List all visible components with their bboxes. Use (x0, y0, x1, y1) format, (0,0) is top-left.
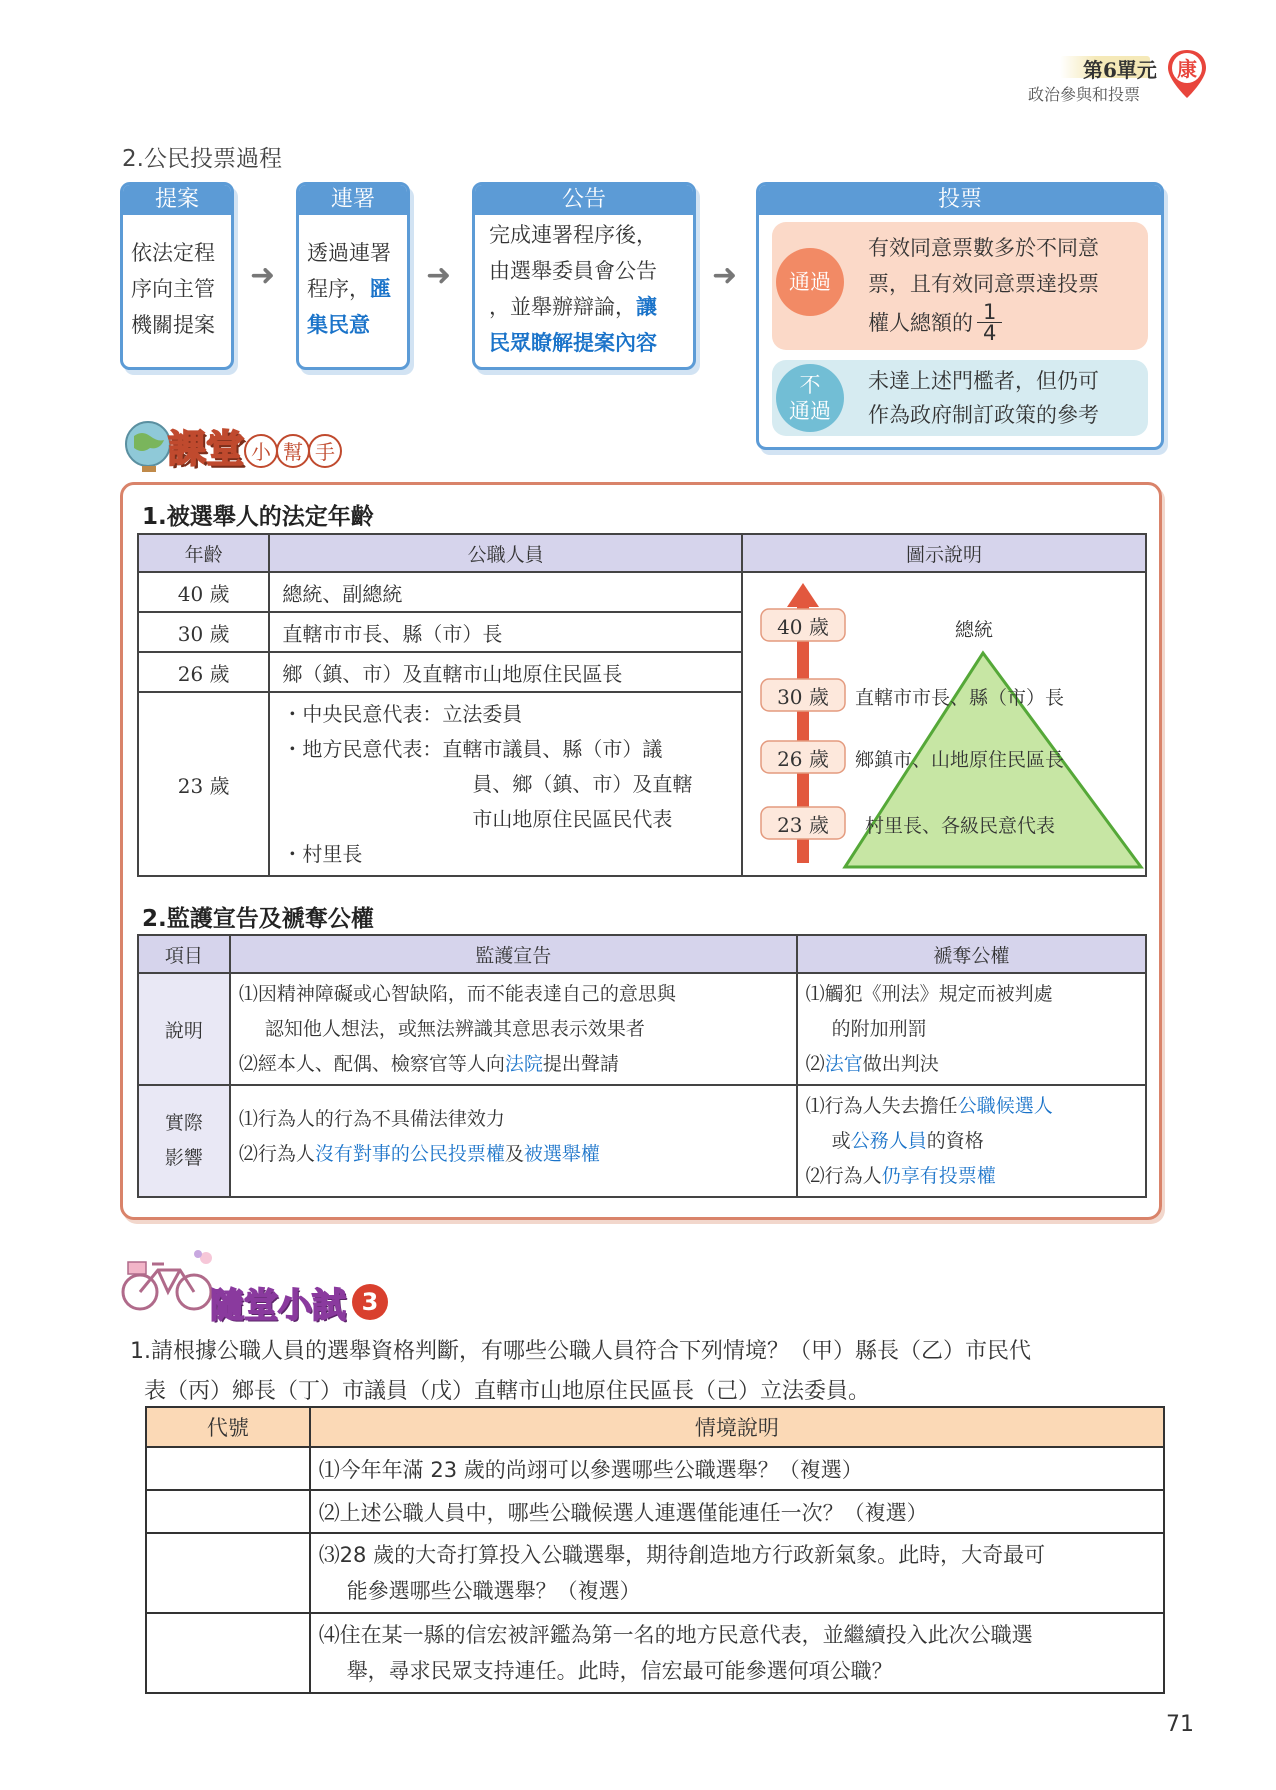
question-line: 1.請根據公職人員的選舉資格判斷，有哪些公職人員符合下列情境？（甲）縣長（乙）市民代 (130, 1339, 1031, 1364)
age-cell: 40 歲 (138, 572, 269, 612)
pass-text: 權人總額的 (868, 310, 973, 335)
strip-effect-cell (797, 1085, 1146, 1197)
fail-label-text: 不 (799, 373, 821, 397)
step-highlight: 民眾瞭解提案內容 (489, 331, 657, 355)
step-text: ，並舉辦辯論， (489, 295, 636, 319)
row-label (138, 1085, 230, 1197)
row-label-text: 影響 (164, 1147, 203, 1169)
cell-text: ⑵行為人 (238, 1143, 315, 1165)
answer-cell[interactable] (146, 1490, 310, 1533)
fraction-denominator: 4 (983, 321, 997, 345)
col-header: 年齡 (138, 534, 269, 572)
cell-text: ⑵行為人 (805, 1164, 882, 1187)
answer-cell[interactable] (146, 1447, 310, 1490)
diagram-label: 總統 (954, 619, 993, 641)
officials-line: ・村里長 (282, 841, 363, 866)
step-text: 依法定程 (131, 241, 215, 265)
guard-effect-cell (230, 1085, 797, 1197)
step-head: 公告 (475, 185, 693, 215)
officials-cell: 直轄市市長、縣（市）長 (269, 612, 742, 652)
officials-cell: 總統、副總統 (269, 572, 742, 612)
fail-label-text: 通過 (789, 399, 831, 423)
pass-text: 票，且有效同意票達投票 (868, 272, 1099, 296)
answer-cell[interactable] (146, 1533, 310, 1613)
cell-text: 提出聲請 (542, 1052, 619, 1075)
guard-desc-cell (230, 973, 797, 1085)
step-head: 投票 (759, 185, 1161, 215)
diagram-label: 直轄市市長、縣（市）長 (854, 687, 1064, 709)
answer-cell[interactable] (146, 1613, 310, 1693)
fraction (977, 302, 1002, 343)
diagram-age-tag: 30 歲 (777, 685, 829, 709)
cell-line: 的附加刑罰 (831, 1017, 927, 1040)
step-head: 連署 (299, 185, 407, 215)
cell-line: 認知他人想法，或無法辨識其意思表示效果者 (264, 1017, 645, 1040)
col-header: 情境說明 (310, 1407, 1164, 1447)
diagram-label: 鄉鎮市、山地原住民區長 (854, 749, 1064, 771)
cell-line: ⑴行為人的行為不具備法律效力 (238, 1108, 505, 1130)
col-header: 監護宣告 (230, 935, 797, 973)
pass-label: 通過 (776, 248, 844, 316)
guard-section-title: 2.監護宣告及褫奪公權 (142, 906, 374, 932)
cell-highlight: 沒有對事的公民投票權 (314, 1143, 505, 1165)
arrow-icon: ➜ (712, 258, 738, 293)
age-diagram-cell (742, 572, 1146, 876)
unit-title: 第6單元 (1083, 58, 1157, 82)
cell-text: ⑴行為人失去擔任 (805, 1094, 958, 1117)
pass-text: 有效同意票數多於不同意 (868, 236, 1099, 260)
age-table (137, 533, 1147, 877)
scenario-line: ⑷住在某一縣的信宏被評鑑為第一名的地方民意代表，並繼續投入此次公職選 (318, 1623, 1033, 1647)
bicycle-icon (118, 1250, 216, 1314)
helper-logo-text: 課堂 (168, 427, 245, 471)
quiz-number-badge: 3 (352, 1284, 388, 1320)
col-header: 圖示說明 (742, 534, 1146, 572)
step-text: 機關提案 (131, 313, 215, 337)
cell-highlight: 法院 (504, 1052, 543, 1075)
quiz-logo-text: 隨堂小試 (210, 1286, 346, 1326)
officials-line: ・中央民意代表：立法委員 (282, 701, 523, 726)
scenario-cell: ⑵上述公職人員中，哪些公職候選人連選僅能連任一次？（複選） (310, 1490, 1164, 1533)
cell-highlight: 公務人員 (850, 1129, 927, 1152)
row-label-text: 實際 (164, 1112, 203, 1134)
age-cell: 30 歲 (138, 612, 269, 652)
question-line: 表（丙）鄉長（丁）市議員（戊）直轄市山地原住民區長（己）立法委員。 (144, 1379, 871, 1404)
cell-line: ⑴觸犯《刑法》規定而被判處 (805, 982, 1053, 1005)
scenario-cell (310, 1533, 1164, 1613)
col-header: 公職人員 (269, 534, 742, 572)
cell-text: 的資格 (926, 1129, 984, 1152)
fail-text: 未達上述門檻者，但仍可 (868, 369, 1099, 393)
unit-subtitle: 政治參與和投票 (1028, 85, 1141, 104)
publisher-badge-icon (1166, 48, 1208, 100)
fail-label (776, 364, 844, 432)
scenario-cell (310, 1613, 1164, 1693)
step-signature (296, 182, 410, 370)
diagram-age-tag: 26 歲 (777, 747, 829, 771)
strip-desc-cell (797, 973, 1146, 1085)
helper-logo-char: 幫 (276, 434, 310, 468)
age-section-title: 1.被選舉人的法定年齡 (142, 504, 374, 530)
cell-text: 或 (831, 1129, 851, 1152)
scenario-line: 舉，尋求民眾支持連任。此時，信宏最可能參選何項公職？ (346, 1659, 893, 1683)
cell-text: 及 (504, 1143, 524, 1165)
col-header: 代號 (146, 1407, 310, 1447)
page-number: 71 (1166, 1712, 1194, 1737)
svg-text:康: 康 (1177, 57, 1197, 81)
age-cell: 26 歲 (138, 652, 269, 692)
cell-line: ⑴因精神障礙或心智缺陷，而不能表達自己的意思與 (238, 982, 676, 1005)
officials-line: ・地方民意代表：直轄市議員、縣（市）議 (282, 736, 663, 761)
step-text: 透過連署 (307, 241, 391, 265)
cell-highlight: 公職候選人 (957, 1094, 1053, 1117)
helper-logo-char: 小 (244, 434, 278, 468)
fraction-numerator: 1 (977, 302, 1002, 323)
step-highlight: 集民意 (307, 313, 370, 337)
helper-logo-char: 手 (308, 434, 342, 468)
cell-highlight: 法官 (824, 1052, 863, 1075)
diagram-age-tag: 40 歲 (777, 615, 829, 639)
pass-condition (868, 230, 1099, 343)
step-highlight: 匯 (370, 277, 391, 301)
officials-cell (269, 692, 742, 876)
guardianship-table (137, 934, 1147, 1198)
officials-line: 市山地原住民區民代表 (472, 806, 673, 831)
scenario-line: ⑶28 歲的大奇打算投入公職選舉，期待創造地方行政新氣象。此時，大奇最可 (318, 1543, 1046, 1567)
officials-line: 員、鄉（鎮、市）及直轄 (472, 771, 693, 796)
cell-text: 做出判決 (862, 1052, 939, 1075)
diagram-age-tag: 23 歲 (777, 813, 829, 837)
step-announcement (472, 182, 696, 370)
diagram-label: 村里長、各級民意代表 (864, 815, 1055, 837)
scenario-cell: ⑴今年年滿 23 歲的尚翊可以參選哪些公職選舉？（複選） (310, 1447, 1164, 1490)
step-head: 提案 (123, 185, 231, 215)
arrow-icon: ➜ (250, 258, 276, 293)
section-title: 2.公民投票過程 (122, 146, 282, 172)
col-header: 褫奪公權 (797, 935, 1146, 973)
row-label: 說明 (138, 973, 230, 1085)
step-text: 程序， (307, 277, 370, 301)
quiz-table (145, 1406, 1165, 1694)
cell-highlight: 被選舉權 (523, 1143, 600, 1165)
scenario-line: 能參選哪些公職選舉？（複選） (346, 1579, 641, 1603)
step-text: 完成連署程序後， (489, 223, 657, 247)
step-text: 由選舉委員會公告 (489, 259, 657, 283)
fail-condition (868, 364, 1099, 432)
step-proposal (120, 182, 234, 370)
age-cell: 23 歲 (138, 692, 269, 876)
cell-highlight: 仍享有投票權 (881, 1164, 996, 1187)
col-header: 項目 (138, 935, 230, 973)
fail-text: 作為政府制訂政策的參考 (868, 403, 1099, 427)
cell-text: ⑵經本人、配偶、檢察官等人向 (238, 1052, 505, 1075)
step-highlight: 讓 (636, 295, 657, 319)
arrow-icon: ➜ (426, 258, 452, 293)
step-text: 序向主管 (131, 277, 215, 301)
quiz-question (130, 1332, 1031, 1412)
cell-text: ⑵ (805, 1052, 825, 1075)
officials-cell: 鄉（鎮、市）及直轄市山地原住民區長 (269, 652, 742, 692)
